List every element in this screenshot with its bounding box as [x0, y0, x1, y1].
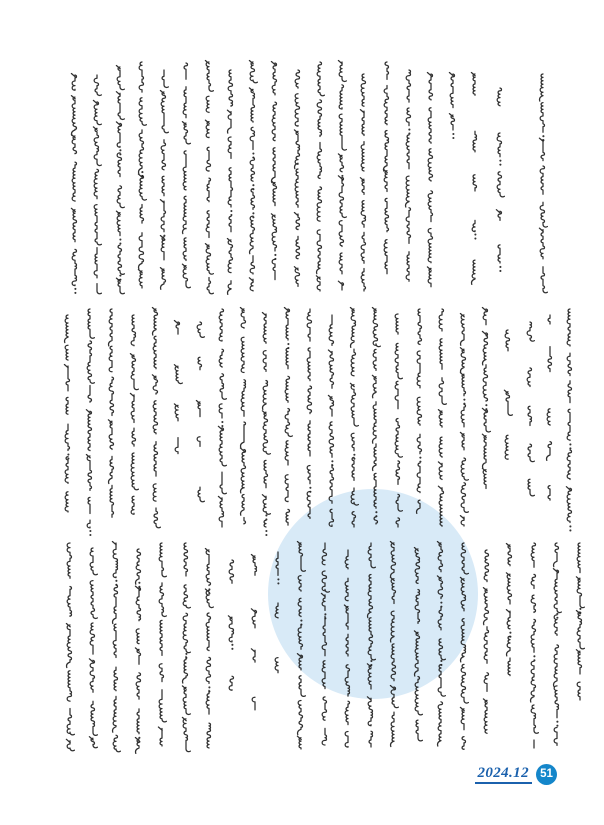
punctuation-dot — [231, 648, 233, 650]
text-column — [152, 308, 160, 528]
text-column — [71, 74, 76, 286]
text-column — [395, 314, 402, 527]
text-column — [367, 543, 375, 747]
punctuation-dot — [208, 592, 210, 594]
punctuation-dot — [542, 135, 544, 137]
text-band-2 — [64, 308, 571, 537]
text-column — [196, 322, 204, 502]
punctuation-dot — [440, 602, 442, 604]
text-column — [427, 73, 432, 287]
text-column — [108, 309, 113, 517]
punctuation-dot — [353, 458, 355, 460]
punctuation-dot — [265, 534, 267, 536]
punctuation-dot — [499, 160, 501, 162]
text-column — [496, 88, 504, 263]
punctuation-dot — [341, 175, 343, 177]
text-column — [449, 73, 454, 131]
text-column — [182, 63, 190, 288]
text-column — [66, 543, 74, 751]
punctuation-dot — [452, 133, 454, 135]
punctuation-dot — [463, 399, 465, 401]
punctuation-dot — [324, 613, 326, 615]
punctuation-dot — [300, 620, 302, 622]
text-column — [135, 549, 140, 753]
text-column — [316, 62, 324, 291]
text-column — [553, 543, 561, 745]
punctuation-dot — [287, 347, 289, 349]
punctuation-dot — [208, 686, 210, 688]
punctuation-dot — [252, 152, 254, 154]
punctuation-dot — [231, 644, 233, 646]
punctuation-dot — [230, 214, 232, 216]
text-column — [438, 309, 446, 526]
punctuation-dot — [119, 275, 121, 277]
punctuation-dot — [353, 454, 355, 456]
punctuation-dot — [274, 254, 276, 256]
text-column — [130, 315, 138, 514]
text-column — [262, 313, 270, 528]
punctuation-dot — [265, 530, 267, 532]
punctuation-dot — [138, 586, 140, 588]
text-column — [350, 308, 358, 528]
text-column — [116, 66, 124, 294]
punctuation-dot — [221, 425, 223, 427]
punctuation-dot — [556, 725, 558, 727]
punctuation-dot — [141, 171, 143, 173]
text-column — [93, 75, 101, 294]
text-column — [275, 552, 278, 673]
text-column — [414, 548, 422, 741]
text-column — [64, 315, 69, 512]
text-column — [138, 62, 146, 288]
punctuation-dot — [287, 343, 289, 345]
punctuation-dot — [499, 270, 501, 272]
text-column — [182, 543, 190, 752]
punctuation-dot — [440, 660, 442, 662]
punctuation-dot — [440, 664, 442, 666]
punctuation-dot — [230, 210, 232, 212]
punctuation-dot — [119, 149, 121, 151]
punctuation-dot — [163, 235, 165, 237]
punctuation-dot — [569, 443, 571, 445]
text-column — [158, 543, 166, 746]
text-column — [297, 542, 305, 750]
punctuation-dot — [208, 690, 210, 692]
punctuation-dot — [252, 188, 254, 190]
text-column — [437, 542, 445, 747]
text-column — [218, 309, 226, 527]
punctuation-dot — [119, 239, 121, 241]
punctuation-dot — [89, 530, 91, 532]
punctuation-dot — [408, 129, 410, 131]
punctuation-dot — [331, 460, 333, 462]
issue-date: 2024.12 — [475, 765, 532, 785]
text-column — [482, 308, 490, 489]
punctuation-dot — [252, 212, 254, 214]
punctuation-dot — [309, 487, 311, 489]
punctuation-dot — [277, 578, 279, 580]
text-column — [576, 543, 584, 700]
punctuation-dot — [185, 653, 187, 655]
punctuation-dot — [533, 655, 535, 657]
text-column — [506, 544, 511, 676]
text-column — [372, 308, 380, 525]
punctuation-dot — [277, 582, 279, 584]
text-column — [539, 74, 547, 293]
text-column — [406, 70, 411, 281]
punctuation-dot — [67, 453, 69, 455]
punctuation-dot — [419, 457, 421, 459]
punctuation-dot — [265, 518, 267, 520]
punctuation-dot — [579, 612, 581, 614]
text-column — [328, 315, 333, 526]
punctuation-dot — [67, 457, 69, 459]
text-band-3 — [66, 542, 584, 754]
punctuation-dot — [324, 617, 326, 619]
page-footer — [475, 764, 557, 785]
punctuation-dot — [509, 632, 511, 634]
text-column — [251, 555, 256, 710]
punctuation-dot — [252, 156, 254, 158]
page-number-badge: 51 — [536, 764, 557, 785]
text-column — [86, 309, 94, 528]
punctuation-dot — [119, 153, 121, 155]
punctuation-dot — [375, 511, 377, 513]
punctuation-dot — [370, 664, 372, 666]
text-band-1 — [71, 61, 547, 295]
text-column — [284, 308, 292, 526]
punctuation-dot — [309, 491, 311, 493]
punctuation-dot — [119, 279, 121, 281]
punctuation-dot — [115, 584, 117, 586]
punctuation-dot — [556, 721, 558, 723]
punctuation-dot — [499, 164, 501, 166]
text-column — [205, 549, 213, 749]
punctuation-dot — [474, 234, 476, 236]
text-column — [547, 315, 552, 500]
punctuation-dot — [208, 588, 210, 590]
punctuation-dot — [89, 534, 91, 536]
text-column — [460, 543, 468, 749]
punctuation-dot — [138, 741, 140, 743]
punctuation-dot — [556, 617, 558, 619]
text-column — [460, 314, 468, 527]
text-column — [566, 309, 571, 523]
text-column — [89, 548, 97, 748]
text-column — [294, 70, 299, 286]
punctuation-dot — [569, 529, 571, 531]
text-column — [271, 62, 276, 280]
text-column — [390, 542, 398, 747]
punctuation-dot — [542, 139, 544, 141]
punctuation-dot — [138, 737, 140, 739]
punctuation-dot — [485, 404, 487, 406]
punctuation-dot — [74, 292, 76, 294]
text-column — [417, 309, 422, 513]
punctuation-dot — [556, 613, 558, 615]
punctuation-dot — [74, 288, 76, 290]
punctuation-dot — [569, 525, 571, 527]
punctuation-dot — [375, 515, 377, 517]
punctuation-dot — [569, 447, 571, 449]
text-column — [112, 542, 120, 752]
text-column — [344, 550, 349, 747]
punctuation-dot — [163, 239, 165, 241]
punctuation-dot — [440, 606, 442, 608]
punctuation-dot — [265, 514, 267, 516]
punctuation-dot — [300, 624, 302, 626]
text-column — [174, 321, 182, 454]
punctuation-dot — [185, 657, 187, 659]
punctuation-dot — [463, 403, 465, 405]
punctuation-dot — [419, 461, 421, 463]
punctuation-dot — [331, 464, 333, 466]
punctuation-dot — [533, 659, 535, 661]
text-column — [228, 560, 233, 690]
punctuation-dot — [579, 608, 581, 610]
text-column — [227, 70, 232, 294]
punctuation-dot — [499, 266, 501, 268]
text-column — [321, 543, 329, 745]
punctuation-dot — [408, 133, 410, 135]
punctuation-dot — [252, 216, 254, 218]
punctuation-dot — [452, 137, 454, 139]
punctuation-dot — [252, 184, 254, 186]
text-column — [504, 330, 512, 459]
punctuation-dot — [485, 408, 487, 410]
text-column — [383, 62, 388, 274]
punctuation-dot — [274, 258, 276, 260]
text-column — [527, 322, 534, 496]
text-column — [360, 74, 365, 291]
text-column — [531, 543, 539, 748]
punctuation-dot — [119, 243, 121, 245]
text-column — [249, 61, 257, 292]
punctuation-dot — [221, 421, 223, 423]
punctuation-dot — [138, 582, 140, 584]
text-column — [483, 550, 488, 733]
text-column — [240, 308, 245, 525]
punctuation-dot — [341, 179, 343, 181]
punctuation-dot — [474, 238, 476, 240]
text-column — [471, 73, 476, 285]
punctuation-dot — [141, 175, 143, 177]
punctuation-dot — [370, 660, 372, 662]
text-column — [205, 61, 213, 294]
text-column — [160, 70, 168, 289]
punctuation-dot — [509, 636, 511, 638]
punctuation-dot — [115, 580, 117, 582]
